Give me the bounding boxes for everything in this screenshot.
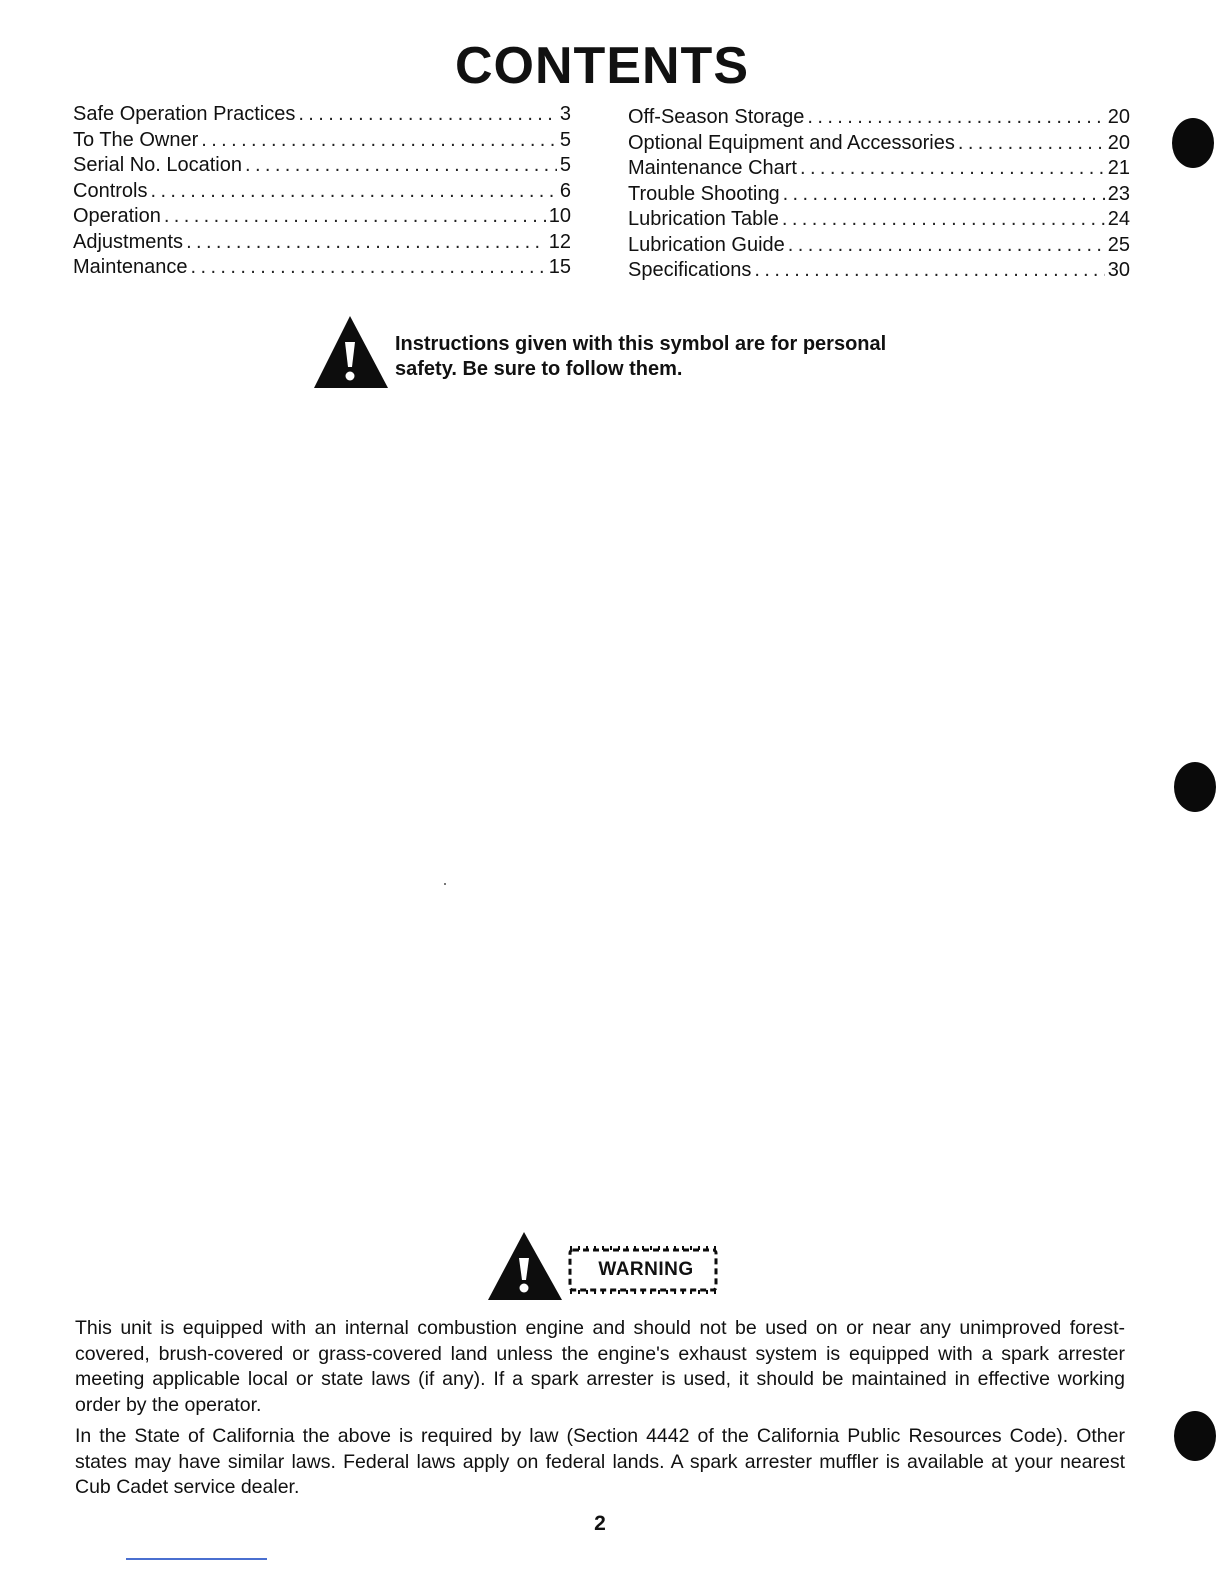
toc-entry-page: 5 <box>559 128 571 151</box>
toc-leader-dots <box>800 156 1105 181</box>
toc-leader-dots <box>754 258 1104 283</box>
toc-entry[interactable] <box>73 179 571 205</box>
toc-entry-label: Serial No. Location <box>73 154 242 176</box>
warning-banner <box>486 1230 726 1302</box>
toc-entry[interactable] <box>73 153 571 179</box>
toc-entry[interactable] <box>73 128 571 154</box>
toc-entry-page: 10 <box>548 205 571 227</box>
toc-entry[interactable] <box>628 131 1130 157</box>
toc-leader-dots <box>958 131 1105 156</box>
toc-entry-label: Maintenance <box>73 256 188 278</box>
toc-entry-page: 15 <box>548 256 571 278</box>
toc-entry-label: Lubrication Guide <box>628 233 785 256</box>
toc-leader-dots <box>788 233 1105 258</box>
toc-leader-dots <box>201 128 557 153</box>
punch-hole <box>1174 1411 1216 1461</box>
page-title: CONTENTS <box>455 37 749 95</box>
toc-entry-page: 12 <box>548 230 571 253</box>
toc-entry-label: Lubrication Table <box>628 208 779 230</box>
toc-entry-label: Optional Equipment and Accessories <box>628 131 955 154</box>
toc-entry-label: Safe Operation Practices <box>73 103 296 125</box>
safety-note-line-2: safety. Be sure to follow them. <box>395 358 683 380</box>
toc-entry-page: 20 <box>1107 131 1130 154</box>
toc-entry[interactable] <box>628 207 1130 233</box>
safety-note <box>312 314 932 390</box>
toc-leader-dots <box>782 207 1105 232</box>
bottom-rule <box>126 1558 267 1560</box>
toc-entry-label: Trouble Shooting <box>628 182 780 205</box>
toc-entry-label: Off-Season Storage <box>628 106 805 128</box>
toc-leader-dots <box>164 204 546 229</box>
toc-entry-page: 23 <box>1107 182 1130 205</box>
toc-leader-dots <box>298 102 557 127</box>
warning-paragraph: This unit is equipped with an internal combustion engine and should not be used on or near any unimproved forest-covered, brush-covered or grass-covered land unless the engine's exhaust system is equipped with a spark arrester meeting applicable local or state laws (if any). If a spark arrester is used, it should be maintained in effective working order by the operator. <box>75 1317 1125 1416</box>
toc-entry-label: Adjustments <box>73 230 184 253</box>
toc-entry[interactable] <box>73 230 571 256</box>
toc-leader-dots <box>186 230 546 255</box>
warning-triangle-icon <box>312 314 390 390</box>
toc-entry-page: 25 <box>1107 233 1130 256</box>
toc-entry-page: 30 <box>1107 259 1130 281</box>
page-number: 2 <box>594 1512 606 1535</box>
toc-entry-page: 6 <box>559 179 571 202</box>
toc-leader-dots <box>191 255 546 280</box>
california-law-paragraph: In the State of California the above is required by law (Section 4442 of the California Public Resources Code). Other states may have similar laws. Federal laws apply on federal lands. A spark arrester muffler is available at your nearest Cub Cadet service dealer. <box>75 1425 1125 1498</box>
toc-leader-dots <box>150 179 556 204</box>
punch-hole <box>1174 762 1216 812</box>
toc-entry[interactable] <box>73 204 571 230</box>
scan-speck <box>444 883 446 885</box>
toc-entry-label: To The Owner <box>73 128 199 151</box>
toc-entry-page: 5 <box>559 154 571 176</box>
toc-entry[interactable] <box>73 102 571 128</box>
toc-entry-page: 20 <box>1107 106 1130 128</box>
toc-entry[interactable] <box>628 156 1130 182</box>
toc-entry-page: 3 <box>559 103 571 125</box>
toc-entry-label: Operation <box>73 205 161 227</box>
toc-entry[interactable] <box>628 105 1130 131</box>
toc-right-column <box>628 105 1130 284</box>
safety-note-text <box>395 332 935 382</box>
toc-entry-label: Controls <box>73 179 148 202</box>
toc-entry-label: Specifications <box>628 259 752 281</box>
toc-entry[interactable] <box>628 258 1130 284</box>
toc-entry-page: 24 <box>1107 208 1130 230</box>
toc-leader-dots <box>807 105 1104 130</box>
toc-entry[interactable] <box>628 182 1130 208</box>
toc-left-column <box>73 102 571 281</box>
toc-entry-label: Maintenance Chart <box>628 157 797 179</box>
toc-leader-dots <box>783 182 1105 207</box>
toc-entry[interactable] <box>628 233 1130 259</box>
safety-note-line-1: Instructions given with this symbol are for personal <box>395 333 887 355</box>
toc-entry[interactable] <box>73 255 571 281</box>
toc-entry-page: 21 <box>1107 157 1130 179</box>
toc-leader-dots <box>245 153 557 178</box>
warning-label: WARNING <box>598 1259 694 1280</box>
punch-hole <box>1172 118 1214 168</box>
